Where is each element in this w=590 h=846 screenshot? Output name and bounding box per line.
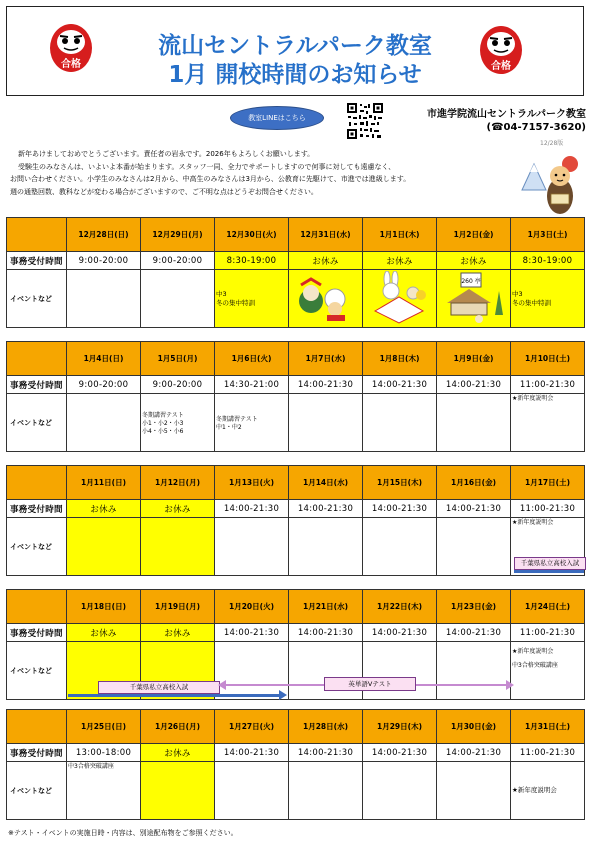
- day-header: 1月25日(日): [67, 710, 141, 744]
- hours-cell: 14:00-21:30: [437, 624, 511, 642]
- day-header: 1月11日(日): [67, 466, 141, 500]
- footnote: ※テスト・イベントの実施日時・内容は、別途配布物をご参照ください。: [8, 829, 238, 837]
- hours-cell: 8:30-19:00: [215, 252, 289, 270]
- intro-line: 新年あけましておめでとうございます。責任者の岩永です。2026年もよろしくお願いします。: [18, 150, 315, 158]
- event-cell: ★新年度説明会 中3合格突破講座: [511, 642, 585, 700]
- corner-cell: [7, 590, 67, 624]
- hours-cell: 14:00-21:30: [215, 500, 289, 518]
- event-cell: [67, 518, 141, 576]
- new-year-characters-icon: [291, 271, 361, 325]
- hours-cell: 8:30-19:00: [511, 252, 585, 270]
- day-header: 1月7日(水): [289, 342, 363, 376]
- day-header: 1月6日(火): [215, 342, 289, 376]
- hours-row: [7, 500, 585, 518]
- day-header: 1月14日(水): [289, 466, 363, 500]
- corner-cell: [7, 466, 67, 500]
- event-cell: [215, 762, 289, 820]
- hours-cell: お休み: [141, 624, 215, 642]
- event-cell: [363, 762, 437, 820]
- hours-cell: 11:00-21:30: [511, 376, 585, 394]
- hours-cell: お休み: [67, 500, 141, 518]
- event-cell: [67, 394, 141, 452]
- day-header: 1月21日(水): [289, 590, 363, 624]
- week-header-row: [7, 590, 585, 624]
- event-cell: ★新年度説明会: [511, 394, 585, 452]
- vocab-test-bar: 英単語Vテスト: [324, 677, 416, 691]
- calendar-card-text: 260 亭: [460, 277, 481, 285]
- events-row: [7, 394, 585, 452]
- day-header: 1月31日(土): [511, 710, 585, 744]
- day-header: 1月10日(土): [511, 342, 585, 376]
- intro-line: お問い合わせください。小学生のみなさんは2月から、中高生のみなさんは3月から、公教育に先駆けて、市進では進級します。: [10, 175, 411, 183]
- event-cell: [289, 518, 363, 576]
- page-title-line2: 1月 開校時間のお知らせ: [168, 62, 422, 88]
- hours-cell: お休み: [141, 744, 215, 762]
- school-info: [408, 108, 586, 134]
- hours-cell: 13:00-18:00: [67, 744, 141, 762]
- hours-cell: お休み: [289, 252, 363, 270]
- day-header: 1月27日(火): [215, 710, 289, 744]
- event-cell: 中3 冬の集中特訓: [215, 270, 289, 328]
- hours-cell: 9:00-20:00: [67, 252, 141, 270]
- week-header-row: [7, 466, 585, 500]
- hours-cell: 14:00-21:30: [363, 744, 437, 762]
- version-date: 12/28版: [540, 140, 564, 147]
- hours-cell: 11:00-21:30: [511, 744, 585, 762]
- day-header: 1月22日(木): [363, 590, 437, 624]
- events-row: [7, 762, 585, 820]
- hours-label: 事務受付時間: [7, 624, 67, 642]
- hours-cell: 14:00-21:30: [215, 624, 289, 642]
- day-header: 1月5日(月): [141, 342, 215, 376]
- hours-cell: 14:00-21:30: [437, 376, 511, 394]
- event-cell: 中3 冬の集中特訓: [511, 270, 585, 328]
- hours-cell: 14:00-21:30: [289, 376, 363, 394]
- day-header: 1月30日(金): [437, 710, 511, 744]
- mascot-illustration: [520, 150, 584, 218]
- hours-cell: 14:00-21:30: [363, 376, 437, 394]
- day-header: 1月8日(木): [363, 342, 437, 376]
- day-header: 1月1日(木): [363, 218, 437, 252]
- event-cell: [363, 394, 437, 452]
- exam-period-bar: 千葉県私立高校入試: [514, 557, 586, 570]
- events-row: [7, 518, 585, 576]
- week-header-row: [7, 218, 585, 252]
- events-label: イベントなど: [7, 762, 67, 820]
- day-header: 12月30日(火): [215, 218, 289, 252]
- event-cell: [437, 762, 511, 820]
- intro-message: [10, 148, 515, 198]
- school-phone: (☎04-7157-3620): [486, 122, 586, 133]
- line-link-button[interactable]: 教室LINEはこちら: [230, 106, 324, 130]
- day-header: 1月28日(水): [289, 710, 363, 744]
- hours-cell: 11:00-21:30: [511, 624, 585, 642]
- day-header: 12月29日(月): [141, 218, 215, 252]
- day-header: 1月20日(火): [215, 590, 289, 624]
- day-header: 1月18日(日): [67, 590, 141, 624]
- events-label: イベントなど: [7, 642, 67, 700]
- hours-cell: 9:00-20:00: [141, 376, 215, 394]
- hours-cell: 14:00-21:30: [437, 744, 511, 762]
- school-name: 市進学院流山セントラルパーク教室: [427, 109, 586, 120]
- day-header: 1月23日(金): [437, 590, 511, 624]
- hours-cell: 14:00-21:30: [363, 624, 437, 642]
- hours-label: 事務受付時間: [7, 744, 67, 762]
- exam-period-arrow: [514, 570, 584, 573]
- day-header: 1月26日(月): [141, 710, 215, 744]
- event-cell: [363, 518, 437, 576]
- day-header: 1月4日(日): [67, 342, 141, 376]
- week-table: [6, 217, 585, 328]
- day-header: 12月31日(水): [289, 218, 363, 252]
- day-header: 1月15日(木): [363, 466, 437, 500]
- event-cell: [437, 642, 511, 700]
- event-cell: [437, 270, 511, 328]
- event-cell: [289, 270, 363, 328]
- intro-line: 受験生のみなさんは、いよいよ本番が始まります。スタッフ一同、全力でサポートしますので何事に対しても遠慮なく、: [18, 162, 396, 171]
- events-label: イベントなど: [7, 518, 67, 576]
- week-table: [6, 709, 585, 820]
- hours-cell: 9:00-20:00: [141, 252, 215, 270]
- events-row: [7, 270, 585, 328]
- exam-period-bar: 千葉県私立高校入試: [98, 681, 220, 694]
- day-header: 1月17日(土): [511, 466, 585, 500]
- event-cell: [141, 518, 215, 576]
- week-table: [6, 465, 585, 576]
- hours-cell: お休み: [437, 252, 511, 270]
- event-cell: 冬期講習テスト 小1・小2・小3 小4・小5・小6: [141, 394, 215, 452]
- week-header-row: [7, 342, 585, 376]
- arrow-head-icon: [279, 690, 287, 700]
- hours-cell: 14:00-21:30: [289, 744, 363, 762]
- hours-cell: 14:00-21:30: [437, 500, 511, 518]
- day-header: 1月24日(土): [511, 590, 585, 624]
- event-cell: [67, 270, 141, 328]
- event-cell: [363, 270, 437, 328]
- day-header: 1月13日(火): [215, 466, 289, 500]
- daruma-right-badge: 合格: [491, 61, 511, 72]
- event-cell: [437, 394, 511, 452]
- hours-cell: 11:00-21:30: [511, 500, 585, 518]
- day-header: 1月16日(金): [437, 466, 511, 500]
- page-title-line1: 流山セントラルパーク教室: [158, 33, 432, 59]
- hours-row: [7, 252, 585, 270]
- event-cell: ★新年度説明会: [511, 518, 585, 576]
- corner-cell: [7, 218, 67, 252]
- events-label: イベントなど: [7, 270, 67, 328]
- corner-cell: [7, 710, 67, 744]
- hours-row: [7, 624, 585, 642]
- hours-cell: 14:00-21:30: [289, 500, 363, 518]
- hours-cell: 14:00-21:30: [289, 624, 363, 642]
- hours-cell: お休み: [141, 500, 215, 518]
- day-header: 1月3日(土): [511, 218, 585, 252]
- intro-line: 週の通塾回数、教科などが変わる場合がございますので、ご不明な点はどうぞお問合せください。: [10, 187, 318, 196]
- qr-code-icon[interactable]: [346, 102, 384, 140]
- event-cell: [215, 642, 289, 700]
- hours-cell: 14:00-21:30: [215, 744, 289, 762]
- day-header: 1月9日(金): [437, 342, 511, 376]
- corner-cell: [7, 342, 67, 376]
- events-row: [7, 642, 585, 700]
- event-cell: 中3合格突破講座: [67, 762, 141, 820]
- event-cell: [437, 518, 511, 576]
- rabbit-kagami-mochi-icon: [365, 271, 435, 325]
- hours-label: 事務受付時間: [7, 376, 67, 394]
- hours-cell: 9:00-20:00: [67, 376, 141, 394]
- event-cell: [289, 394, 363, 452]
- event-cell: [215, 518, 289, 576]
- arrow-right-head-icon: [506, 680, 514, 690]
- day-header: 1月29日(木): [363, 710, 437, 744]
- hours-cell: お休み: [363, 252, 437, 270]
- events-label: イベントなど: [7, 394, 67, 452]
- event-cell: 冬期講習テスト 中1・中2: [215, 394, 289, 452]
- event-cell: [289, 762, 363, 820]
- hours-cell: 14:30-21:00: [215, 376, 289, 394]
- event-cell: ★新年度説明会: [511, 762, 585, 820]
- arrow-left-head-icon: [218, 680, 226, 690]
- day-header: 12月28日(日): [67, 218, 141, 252]
- day-header: 1月12日(月): [141, 466, 215, 500]
- hours-row: [7, 744, 585, 762]
- hours-row: [7, 376, 585, 394]
- hours-cell: お休み: [67, 624, 141, 642]
- exam-period-arrow: [68, 694, 282, 697]
- week-header-row: [7, 710, 585, 744]
- week-table: [6, 341, 585, 452]
- calendar-shrine-icon: [439, 271, 509, 325]
- day-header: 1月2日(金): [437, 218, 511, 252]
- daruma-left-badge: 合格: [61, 59, 81, 70]
- hours-label: 事務受付時間: [7, 500, 67, 518]
- hours-cell: 14:00-21:30: [363, 500, 437, 518]
- event-cell: [141, 270, 215, 328]
- event-cell: [141, 762, 215, 820]
- day-header: 1月19日(月): [141, 590, 215, 624]
- hours-label: 事務受付時間: [7, 252, 67, 270]
